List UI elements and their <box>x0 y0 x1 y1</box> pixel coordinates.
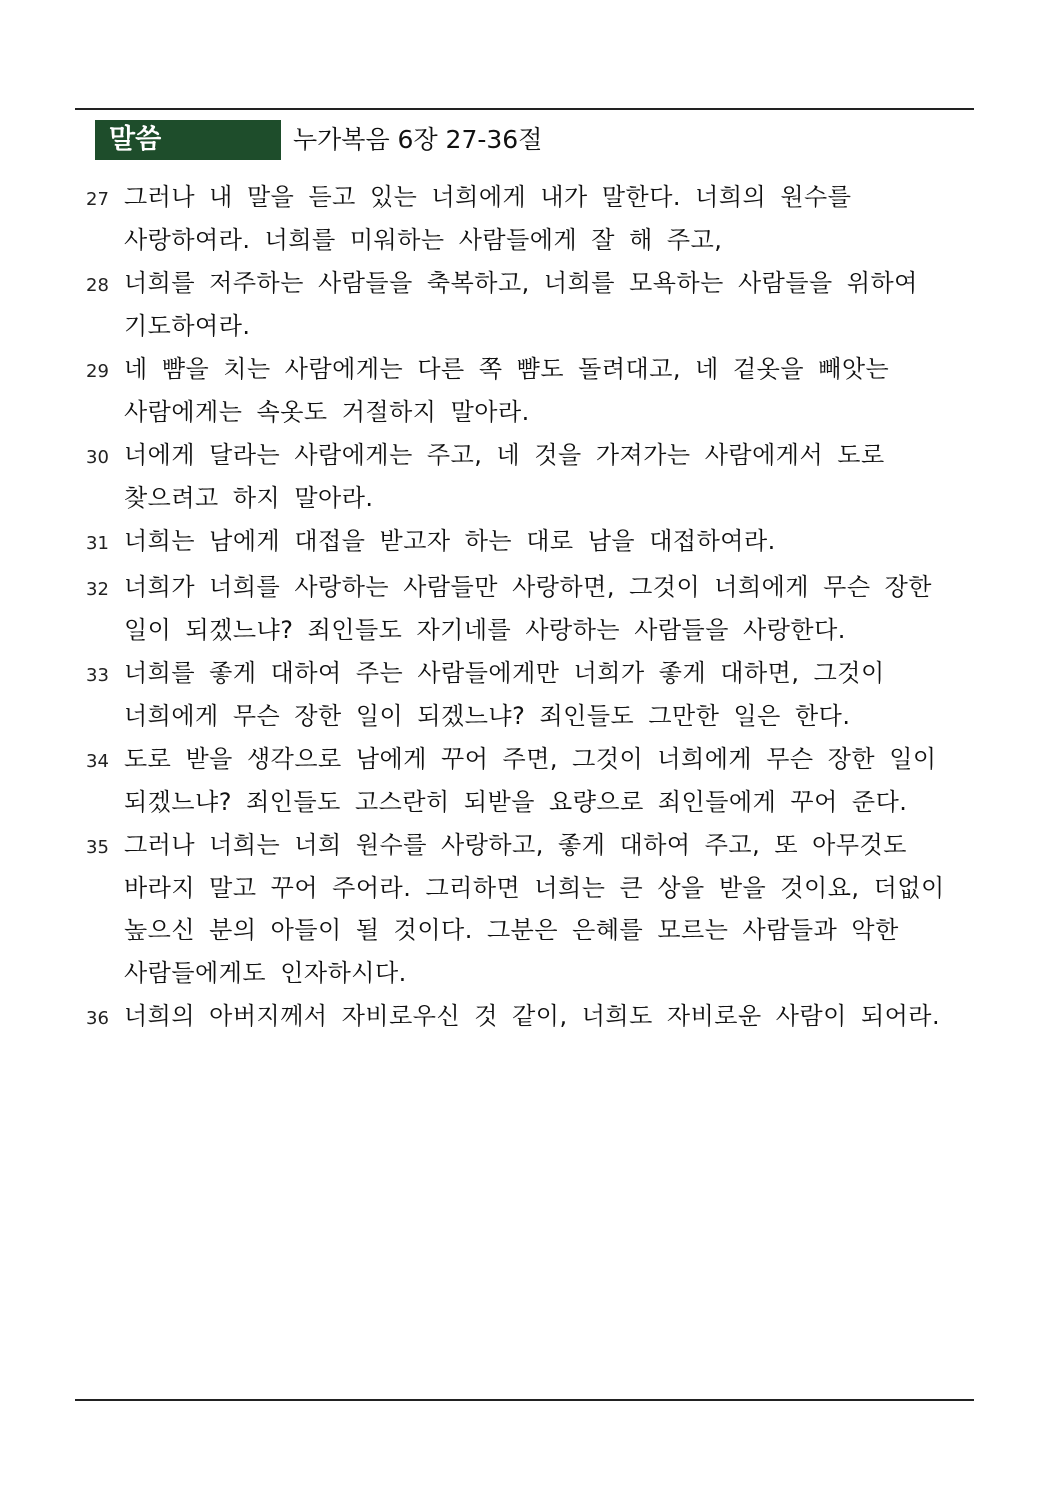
verse-text <box>124 520 966 563</box>
verse-line: 너희에게 무슨 장한 일이 되겠느냐? 죄인들도 그만한 일은 한다. <box>124 701 851 730</box>
bottom-divider <box>75 1399 974 1401</box>
verse-31 <box>86 520 966 565</box>
verse-line: 그러나 너희는 너희 원수를 사랑하고, 좋게 대하여 주고, 또 아무것도 <box>124 831 907 859</box>
verse-text <box>124 738 966 823</box>
verse-line: 사람에게는 속옷도 거절하지 말아라. <box>124 397 530 426</box>
verse-line: 너에게 달라는 사람에게는 주고, 네 것을 가져가는 사람에게서 도로 <box>124 441 885 469</box>
passage-header <box>95 120 542 160</box>
verse-32 <box>86 566 966 651</box>
verse-36 <box>86 995 966 1040</box>
section-badge: 말씀 <box>95 120 281 160</box>
verse-number: 36 <box>86 1008 109 1029</box>
verse-text <box>124 824 966 994</box>
verse-list <box>86 176 966 1041</box>
verse-text <box>124 566 966 651</box>
verse-33 <box>86 652 966 737</box>
scripture-reference: 누가복음 6장 27-36절 <box>293 125 543 154</box>
verse-29 <box>86 348 966 433</box>
verse-line: 너희는 남에게 대접을 받고자 하는 대로 남을 대접하여라. <box>124 527 776 555</box>
verse-35 <box>86 824 966 994</box>
verse-line: 되겠느냐? 죄인들도 고스란히 되받을 요량으로 죄인들에게 꾸어 준다. <box>124 787 908 816</box>
verse-text <box>124 995 966 1038</box>
verse-line: 너희가 너희를 사랑하는 사람들만 사랑하면, 그것이 너희에게 무슨 장한 <box>124 573 932 601</box>
verse-number: 27 <box>86 189 109 210</box>
verse-line: 너희를 저주하는 사람들을 축복하고, 너희를 모욕하는 사람들을 위하여 <box>124 269 918 297</box>
verse-number: 30 <box>86 447 109 468</box>
verse-number: 35 <box>86 837 109 858</box>
verse-line: 기도하여라. <box>124 311 251 340</box>
verse-text <box>124 652 966 737</box>
top-divider <box>75 108 974 110</box>
verse-line: 바라지 말고 꾸어 주어라. 그리하면 너희는 큰 상을 받을 것이요, 더없이 <box>124 873 945 902</box>
verse-line: 네 뺨을 치는 사람에게는 다른 쪽 뺨도 돌려대고, 네 겉옷을 빼앗는 <box>124 355 890 383</box>
verse-28 <box>86 262 966 347</box>
verse-number: 28 <box>86 275 109 296</box>
verse-number: 31 <box>86 533 109 554</box>
verse-number: 34 <box>86 751 109 772</box>
verse-text <box>124 262 966 347</box>
verse-text <box>124 434 966 519</box>
verse-text <box>124 176 966 261</box>
verse-34 <box>86 738 966 823</box>
verse-line: 일이 되겠느냐? 죄인들도 자기네를 사랑하는 사람들을 사랑한다. <box>124 615 846 644</box>
verse-line: 그러나 내 말을 듣고 있는 너희에게 내가 말한다. 너희의 원수를 <box>124 183 852 211</box>
verse-line: 너희를 좋게 대하여 주는 사람들에게만 너희가 좋게 대하면, 그것이 <box>124 659 885 687</box>
verse-line: 사랑하여라. 너희를 미워하는 사람들에게 잘 해 주고, <box>124 225 723 254</box>
verse-text <box>124 348 966 433</box>
verse-line: 찾으려고 하지 말아라. <box>124 483 374 512</box>
verse-number: 29 <box>86 361 109 382</box>
verse-line: 높으신 분의 아들이 될 것이다. 그분은 은혜를 모르는 사람들과 악한 <box>124 916 899 944</box>
verse-30 <box>86 434 966 519</box>
verse-27 <box>86 176 966 261</box>
verse-line: 너희의 아버지께서 자비로우신 것 같이, 너희도 자비로운 사람이 되어라. <box>124 1002 941 1030</box>
verse-number: 33 <box>86 665 109 686</box>
verse-number: 32 <box>86 579 109 600</box>
verse-line: 도로 받을 생각으로 남에게 꾸어 주면, 그것이 너희에게 무슨 장한 일이 <box>124 745 937 773</box>
verse-line: 사람들에게도 인자하시다. <box>124 958 407 987</box>
